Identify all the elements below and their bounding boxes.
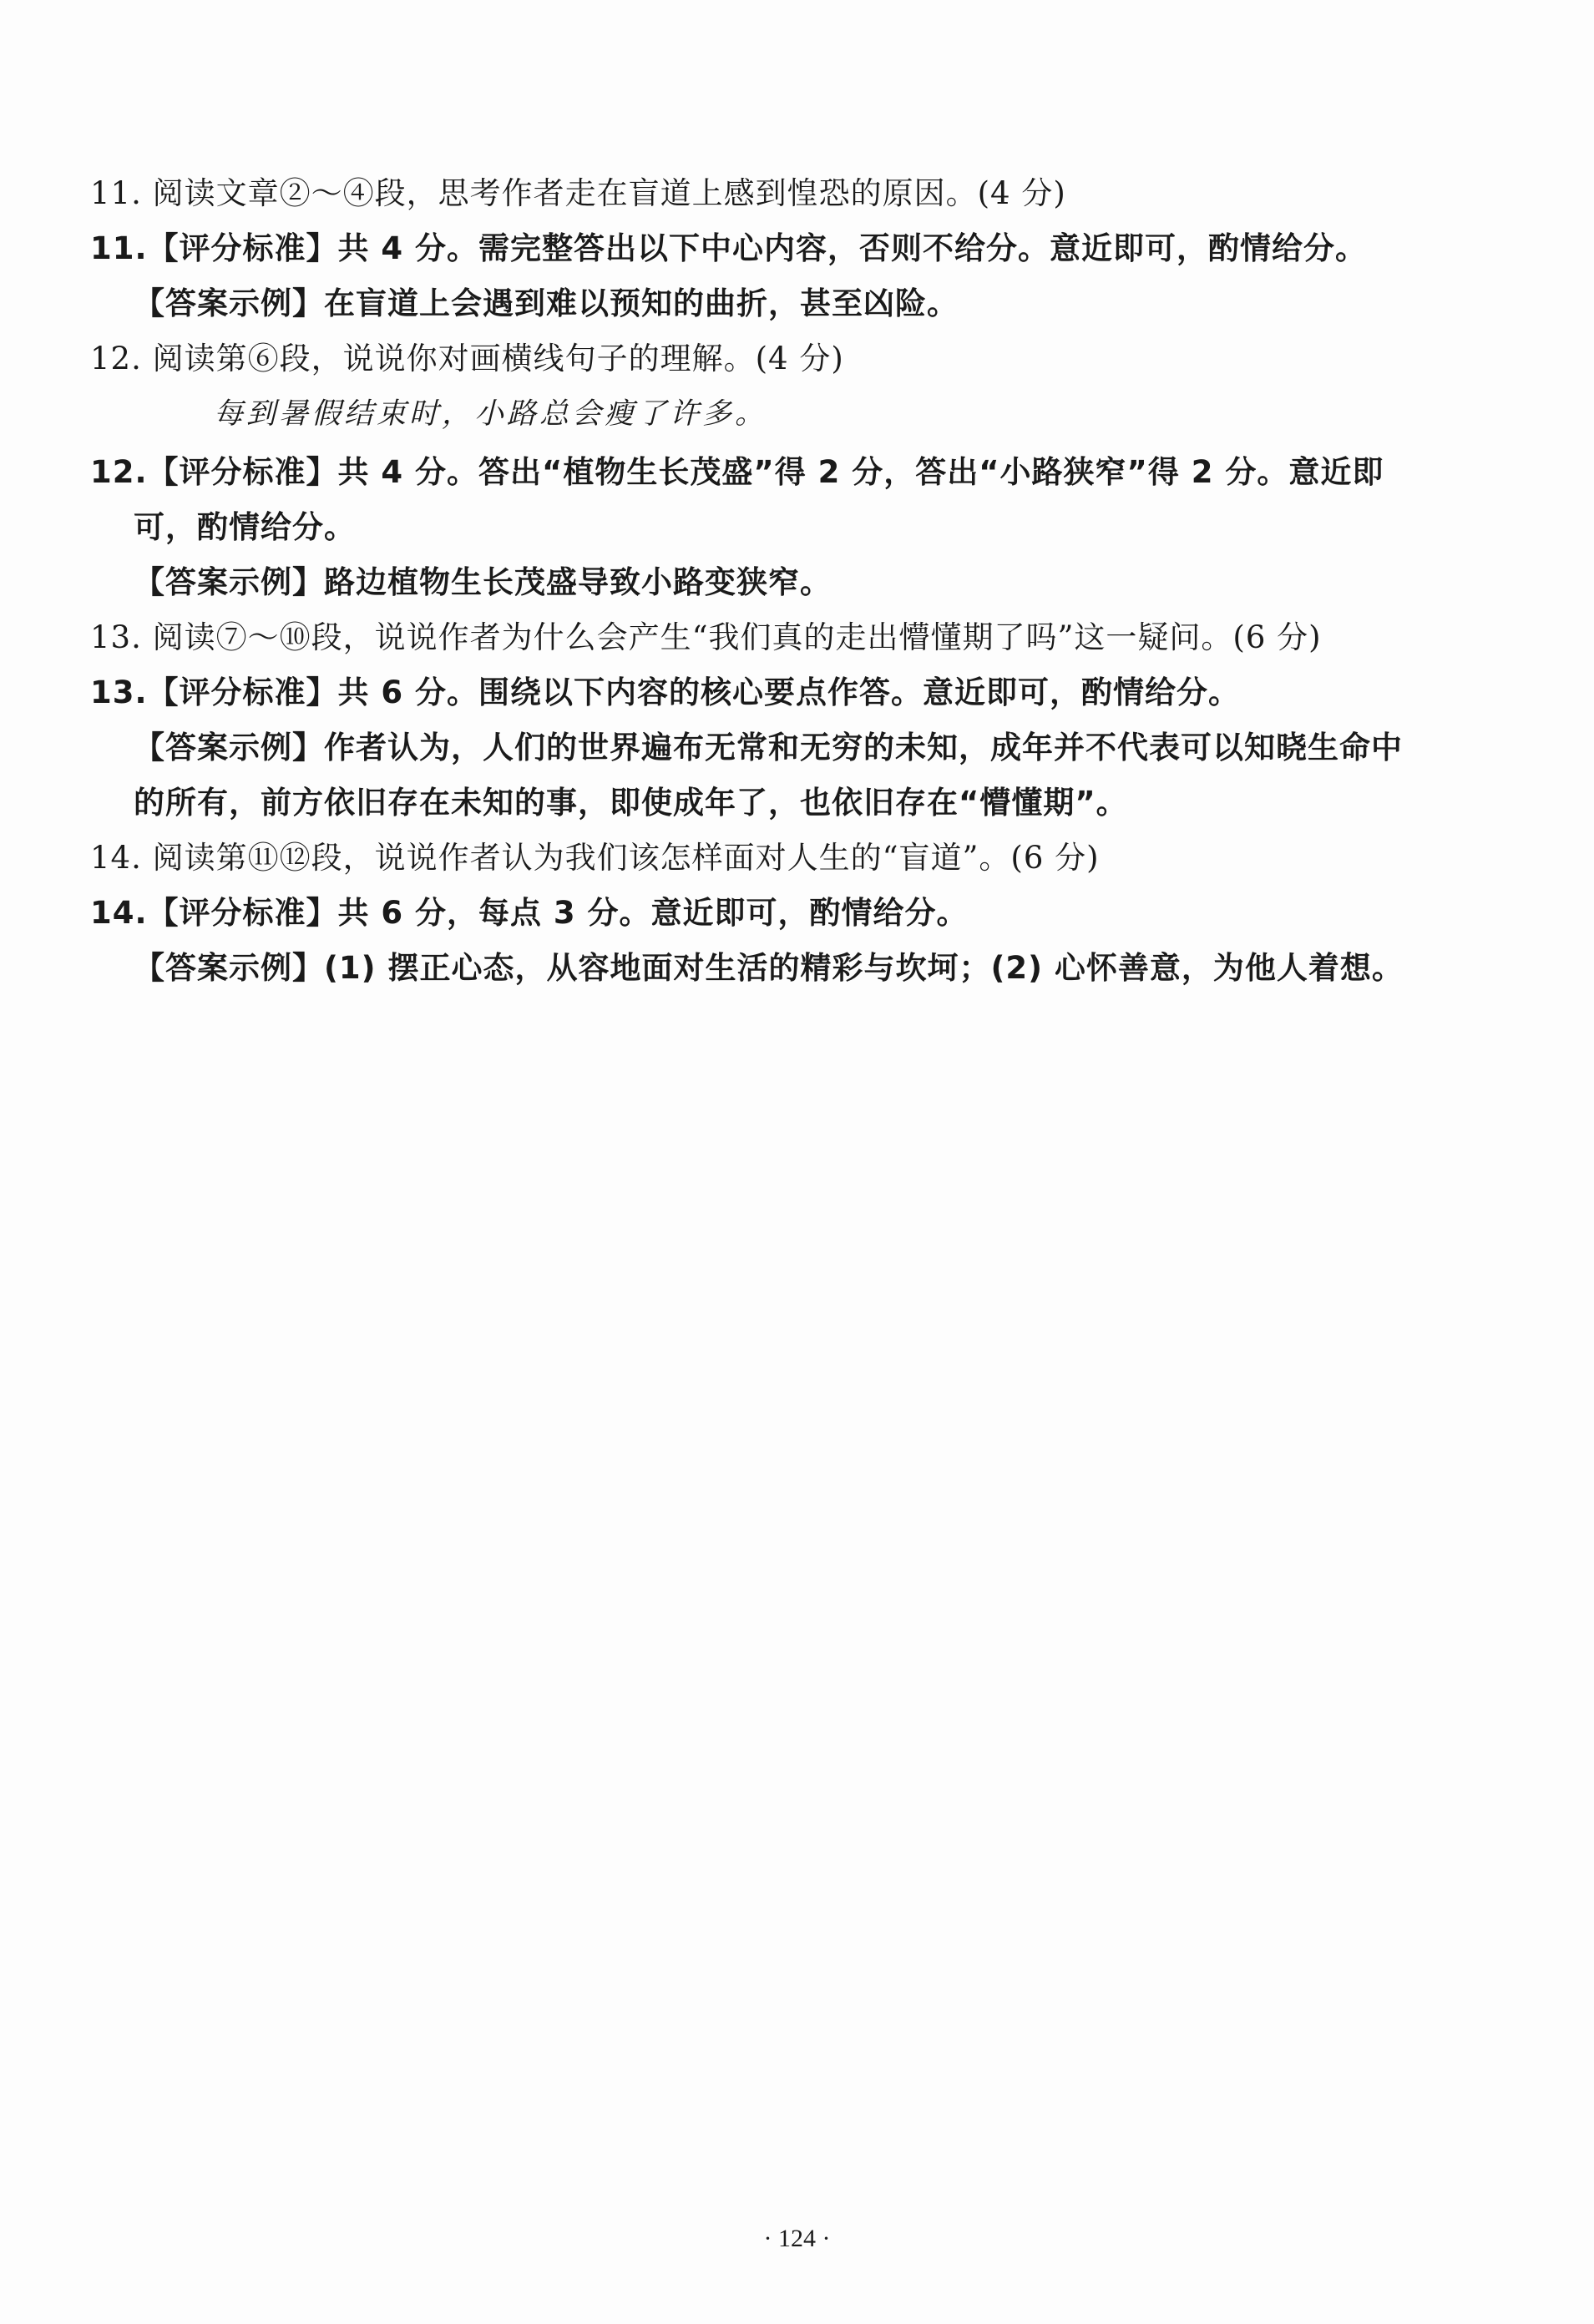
criteria-text: 共 6 分。围绕以下内容的核心要点作答。意近即可，酌情给分。: [337, 674, 1241, 710]
question-12: 12. 阅读第⑥段，说说你对画横线句子的理解。(4 分): [90, 341, 844, 376]
example-label: 【答案示例】: [134, 730, 324, 765]
criteria-text: 共 4 分。答出“植物生长茂盛”得 2 分，答出“小路狭窄”得 2 分。意近即: [337, 454, 1384, 490]
example-13: [134, 728, 1403, 768]
criteria-text: 共 4 分。需完整答出以下中心内容，否则不给分。意近即可，酌情给分。: [337, 230, 1368, 266]
example-12: [134, 563, 832, 603]
criteria-11: [90, 229, 1367, 269]
criteria-13: [90, 673, 1240, 713]
criteria-label: 【评分标准】: [147, 230, 338, 266]
example-text: (1) 摆正心态，从容地面对生活的精彩与坎坷；(2) 心怀善意，为他人着想。: [324, 950, 1404, 986]
question-13: 13. 阅读⑦～⑩段，说说作者为什么会产生“我们真的走出懵懂期了吗”这一疑问。(6 分): [90, 619, 1322, 655]
page-number: · 124 ·: [763, 2225, 831, 2252]
criteria-text: 共 6 分，每点 3 分。意近即可，酌情给分。: [337, 895, 969, 931]
example-14: [134, 948, 1404, 988]
question-11: 11. 阅读文章②～④段，思考作者走在盲道上感到惶恐的原因。(4 分): [90, 175, 1066, 211]
criteria-number: 11.: [90, 230, 148, 266]
underlined-sentence-quote: 每到暑假结束时，小路总会瘦了许多。: [214, 397, 768, 431]
example-text: 在盲道上会遇到难以预知的曲折，甚至凶险。: [324, 285, 959, 321]
example-label: 【答案示例】: [134, 285, 324, 321]
criteria-14: [90, 893, 969, 933]
example-13-continued: 的所有，前方依旧存在未知的事，即使成年了，也依旧存在“懵懂期”。: [134, 785, 1128, 821]
criteria-number: 14.: [90, 895, 148, 931]
criteria-12-continued: 可，酌情给分。: [134, 509, 356, 545]
example-label: 【答案示例】: [134, 564, 324, 600]
criteria-12: [90, 452, 1384, 493]
example-label: 【答案示例】: [134, 950, 324, 986]
example-text: 作者认为，人们的世界遍布无常和无穷的未知，成年并不代表可以知晓生命中: [324, 730, 1403, 765]
criteria-label: 【评分标准】: [147, 454, 338, 490]
criteria-number: 12.: [90, 454, 148, 490]
example-11: [134, 284, 959, 324]
example-text: 路边植物生长茂盛导致小路变狭窄。: [324, 564, 832, 600]
question-14: 14. 阅读第⑪⑫段，说说作者认为我们该怎样面对人生的“盲道”。(6 分): [90, 840, 1100, 876]
criteria-number: 13.: [90, 674, 148, 710]
criteria-label: 【评分标准】: [147, 674, 338, 710]
criteria-label: 【评分标准】: [147, 895, 338, 931]
